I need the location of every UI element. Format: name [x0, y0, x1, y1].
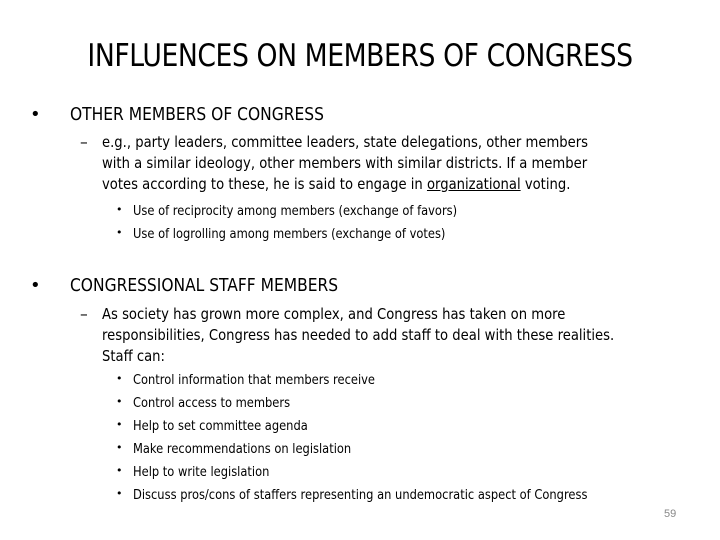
detail-line: e.g., party leaders, committee leaders, state delegations, other members: [102, 133, 589, 151]
bullet-icon: •: [116, 487, 123, 500]
dash-icon: –: [80, 133, 88, 151]
dash-icon: –: [80, 305, 88, 323]
bullet-icon: •: [116, 464, 123, 477]
bullet-icon: •: [30, 104, 41, 125]
bullet-icon: •: [116, 372, 123, 385]
section-heading: OTHER MEMBERS OF CONGRESS: [70, 104, 324, 125]
detail-line: As society has grown more complex, and Congress has taken on more: [102, 305, 566, 323]
page-number: 59: [664, 508, 677, 520]
underlined-term: organizational: [426, 175, 521, 193]
bullet-icon: •: [116, 226, 123, 239]
bullet-icon: •: [116, 441, 123, 454]
section-heading: CONGRESSIONAL STAFF MEMBERS: [70, 275, 339, 296]
bullet-icon: •: [30, 275, 41, 296]
slide-title: INFLUENCES ON MEMBERS OF CONGRESS: [87, 38, 633, 74]
detail-line: responsibilities, Congress has needed to add staff to deal with these realities.: [102, 326, 615, 344]
bullet-icon: •: [116, 203, 123, 216]
detail-line: Staff can:: [102, 347, 165, 365]
bullet-icon: •: [116, 418, 123, 431]
detail-line: votes according to these, he is said to engage in organizational voting.: [102, 175, 571, 193]
detail-line: with a similar ideology, other members with similar districts. If a member: [102, 154, 588, 172]
bullet-icon: •: [116, 395, 123, 408]
